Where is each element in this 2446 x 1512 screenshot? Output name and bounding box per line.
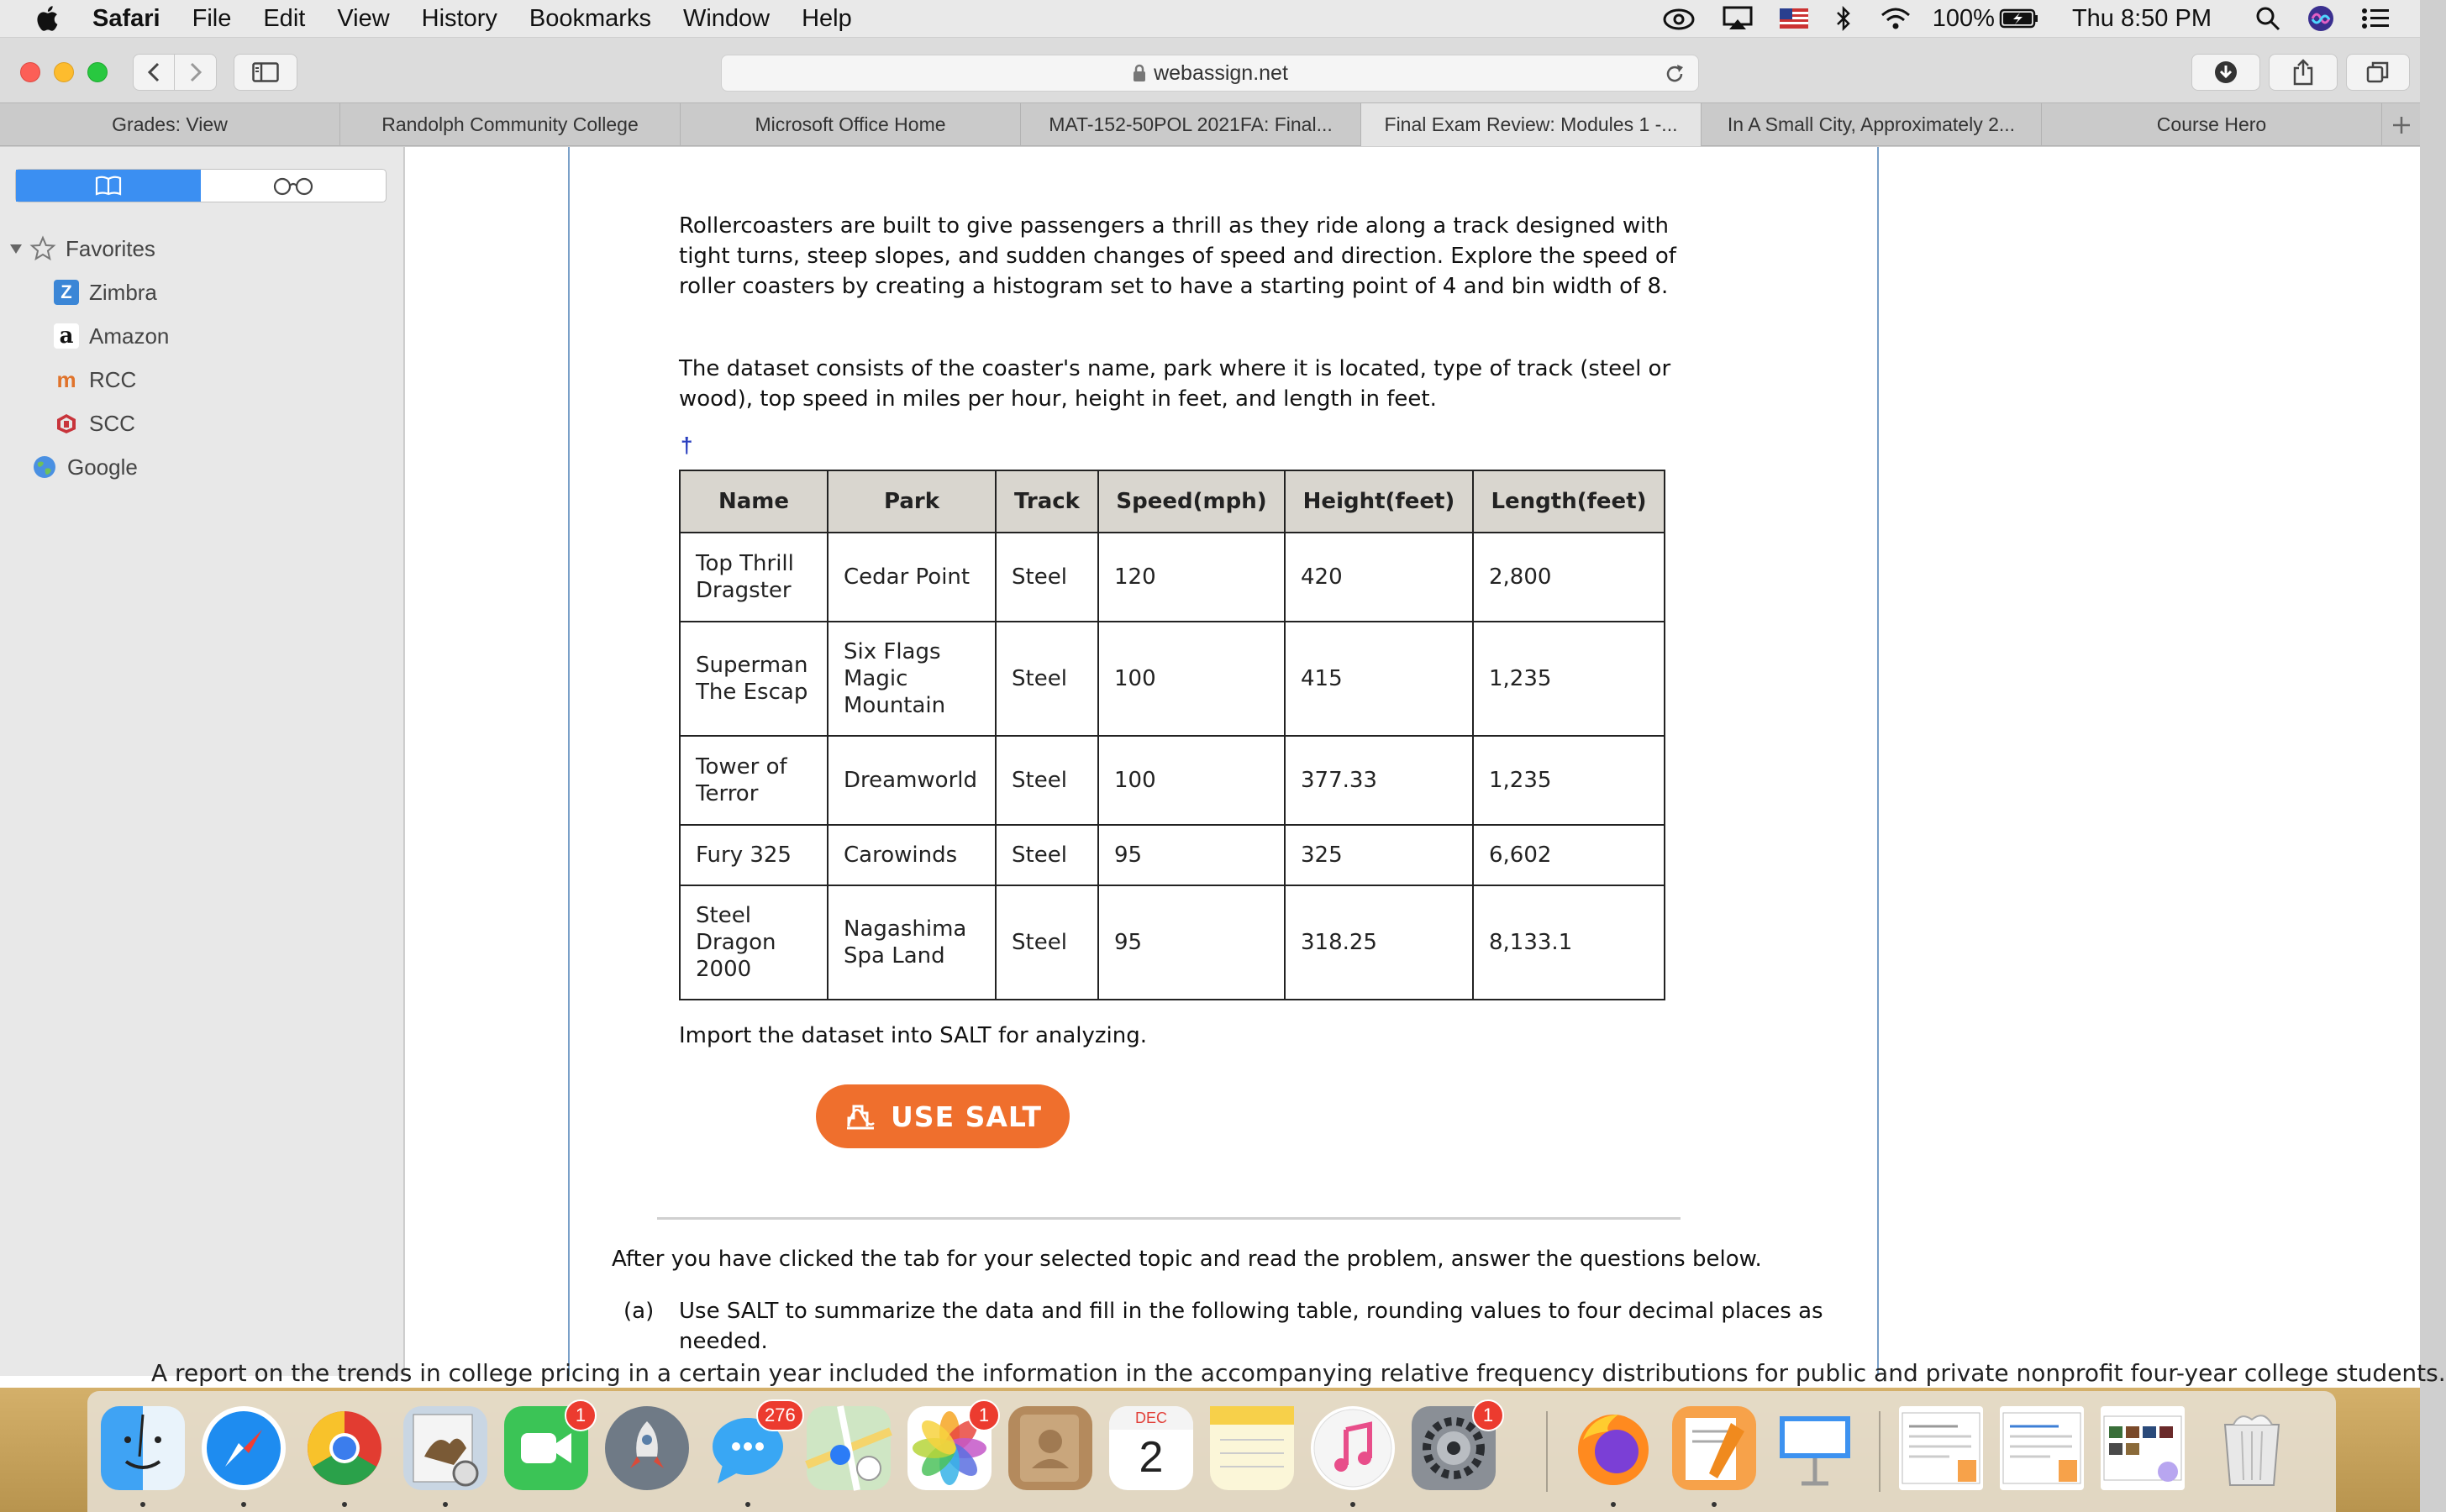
creative-cloud-icon[interactable] — [1662, 6, 1696, 31]
favorite-label: Zimbra — [89, 279, 157, 305]
cell-speed: 100 — [1098, 736, 1285, 825]
menu-clock[interactable]: Thu 8:50 PM — [2071, 4, 2212, 32]
cell-height: 318.25 — [1285, 885, 1473, 1000]
cell-track: Steel — [996, 885, 1098, 1000]
column-header-height: Height(feet) — [1285, 470, 1473, 533]
cell-park: Six Flags Magic Mountain — [828, 622, 996, 736]
tabs-icon — [2366, 60, 2390, 84]
favorite-amazon[interactable] — [54, 319, 169, 353]
favorite-label: Amazon — [89, 323, 170, 349]
photos-badge: 1 — [968, 1399, 1000, 1431]
cell-name: Tower of Terror — [680, 736, 828, 825]
forward-button[interactable] — [175, 55, 216, 90]
plus-icon — [2391, 115, 2412, 135]
tab-final-exam-review[interactable]: Final Exam Review: Modules 1 -... — [1361, 103, 1702, 146]
sidebar-icon — [252, 62, 279, 82]
column-header-track: Track — [996, 470, 1098, 533]
table-row — [680, 885, 1665, 1000]
cell-speed: 95 — [1098, 825, 1285, 885]
cell-length: 6,602 — [1473, 825, 1665, 885]
coaster-table — [679, 470, 1665, 1000]
table-row — [680, 825, 1665, 885]
globe-icon — [32, 454, 57, 480]
music-icon[interactable] — [1311, 1406, 1395, 1490]
calendar-icon[interactable] — [1109, 1406, 1193, 1490]
tab-small-city[interactable]: In A Small City, Approximately 2... — [1702, 103, 2042, 146]
tab-mat152[interactable]: MAT-152-50POL 2021FA: Final... — [1021, 103, 1361, 146]
menu-bar — [0, 0, 2420, 37]
favorites-section[interactable] — [8, 232, 155, 265]
apple-menu-icon[interactable] — [34, 3, 64, 34]
bluetooth-icon[interactable] — [1835, 6, 1852, 31]
table-row — [680, 622, 1665, 736]
reload-icon[interactable] — [1663, 62, 1686, 86]
cell-park: Carowinds — [828, 825, 996, 885]
dock-separator — [1546, 1411, 1548, 1492]
cell-park: Cedar Point — [828, 533, 996, 622]
running-indicator — [745, 1502, 750, 1507]
cell-track: Steel — [996, 825, 1098, 885]
back-forward-group — [133, 54, 217, 91]
tab-course-hero[interactable]: Course Hero — [2042, 103, 2382, 146]
favorite-google[interactable] — [32, 450, 138, 484]
url-text: webassign.net — [1154, 60, 1288, 85]
tab-randolph[interactable]: Randolph Community College — [340, 103, 681, 146]
cell-speed: 100 — [1098, 622, 1285, 736]
amazon-icon: a — [54, 323, 79, 349]
share-icon — [2292, 59, 2314, 86]
running-indicator — [241, 1502, 246, 1507]
cell-park: Nagashima Spa Land — [828, 885, 996, 1000]
salt-chart-icon — [844, 1101, 877, 1131]
cell-name: Top Thrill Dragster — [680, 533, 828, 622]
cell-height: 415 — [1285, 622, 1473, 736]
section-divider — [657, 1217, 1681, 1220]
address-bar[interactable] — [721, 55, 1699, 92]
intro-paragraph: Rollercoasters are built to give passengers a thrill as they ride along a track designed with tight turns, steep slopes, and sudden changes of speed and direction. Explore the speed of roller coasters by creating a histogram set to have a starting point of 4 and bin width of 8. — [679, 213, 1676, 299]
cell-track: Steel — [996, 533, 1098, 622]
web-content — [405, 147, 2420, 1376]
document-stack-1-icon[interactable] — [1899, 1406, 1983, 1490]
new-tab-button[interactable] — [2382, 103, 2420, 146]
preview-icon[interactable] — [403, 1406, 487, 1490]
sidebar-mode-switch — [15, 169, 387, 202]
battery-icon[interactable] — [2000, 8, 2038, 29]
scc-icon — [54, 411, 79, 436]
launchpad-icon[interactable] — [605, 1406, 689, 1490]
favorite-label: SCC — [89, 410, 135, 436]
pages-icon[interactable] — [1672, 1406, 1756, 1490]
zimbra-icon: Z — [54, 280, 79, 305]
reading-list-tab[interactable] — [201, 170, 386, 202]
siri-icon[interactable] — [2307, 5, 2334, 32]
cell-height: 420 — [1285, 533, 1473, 622]
column-header-length: Length(feet) — [1473, 470, 1665, 533]
chrome-icon[interactable] — [302, 1406, 387, 1490]
part-a-label: (a) — [623, 1299, 655, 1324]
running-indicator — [443, 1502, 448, 1507]
glasses-icon — [271, 176, 315, 196]
contacts-icon[interactable] — [1008, 1406, 1092, 1490]
column-header-name: Name — [680, 470, 828, 533]
document-stack-2-icon[interactable] — [2000, 1406, 2084, 1490]
tab-bar — [0, 102, 2420, 146]
use-salt-button[interactable] — [816, 1084, 1070, 1148]
rcc-icon: m — [56, 366, 76, 392]
running-indicator — [1712, 1502, 1717, 1507]
document-stack-3-icon[interactable] — [2101, 1406, 2185, 1490]
notification-center-icon[interactable] — [2361, 7, 2390, 30]
running-indicator — [342, 1502, 347, 1507]
facetime-badge: 1 — [565, 1399, 597, 1431]
us-flag-icon[interactable] — [1780, 8, 1808, 29]
cell-name: Steel Dragon 2000 — [680, 885, 828, 1000]
use-salt-label: USE SALT — [891, 1100, 1042, 1133]
cell-height: 377.33 — [1285, 736, 1473, 825]
spotlight-icon[interactable] — [2255, 6, 2280, 31]
battery-percent[interactable]: 100% — [1932, 4, 1995, 32]
downloads-button[interactable] — [2191, 54, 2260, 91]
import-instruction: Import the dataset into SALT for analyzing. — [679, 1023, 1148, 1048]
browser-toolbar — [0, 37, 2420, 102]
menu-bookmarks[interactable]: Bookmarks — [529, 4, 651, 32]
tab-office[interactable]: Microsoft Office Home — [681, 103, 1021, 146]
menu-history[interactable]: History — [421, 4, 497, 32]
table-row — [680, 533, 1665, 622]
page-border-left — [568, 147, 570, 1376]
dock — [87, 1391, 2336, 1512]
dagger-footnote-link[interactable]: † — [681, 433, 693, 458]
safari-icon[interactable] — [202, 1406, 286, 1490]
column-header-speed: Speed(mph) — [1098, 470, 1285, 533]
minimize-window-button[interactable] — [54, 62, 74, 82]
cell-park: Dreamworld — [828, 736, 996, 825]
lock-icon — [1132, 64, 1147, 82]
menu-edit[interactable]: Edit — [263, 4, 306, 32]
calendar-day: 2 — [1139, 1433, 1164, 1482]
firefox-icon[interactable] — [1571, 1406, 1655, 1490]
menu-window[interactable]: Window — [682, 4, 771, 32]
star-icon — [30, 236, 55, 261]
cell-length: 8,133.1 — [1473, 885, 1665, 1000]
page-border-right — [1877, 147, 1879, 1376]
favorite-scc[interactable] — [54, 407, 135, 440]
bookmarks-tab[interactable] — [16, 170, 201, 202]
messages-badge: 276 — [756, 1399, 804, 1431]
cell-length: 2,800 — [1473, 533, 1665, 622]
menu-app-name[interactable]: Safari — [92, 4, 160, 32]
favorite-rcc[interactable] — [54, 363, 136, 396]
cell-name: Fury 325 — [680, 825, 828, 885]
column-header-park: Park — [828, 470, 996, 533]
tab-overview-button[interactable] — [2346, 54, 2410, 91]
tab-grades[interactable]: Grades: View — [0, 103, 340, 146]
menu-view[interactable]: View — [337, 4, 390, 32]
background-window-text — [0, 1359, 2446, 1388]
cell-length: 1,235 — [1473, 736, 1665, 825]
cell-height: 325 — [1285, 825, 1473, 885]
cell-speed: 120 — [1098, 533, 1285, 622]
trash-icon[interactable] — [2210, 1406, 2294, 1490]
cell-track: Steel — [996, 736, 1098, 825]
dataset-description: The dataset consists of the coaster's name, park where it is located, type of track (steel or wood), top speed in miles per hour, height in feet, and length in feet. — [679, 356, 1671, 412]
favorite-zimbra[interactable] — [54, 276, 157, 309]
cell-track: Steel — [996, 622, 1098, 736]
part-a-question: Use SALT to summarize the data and fill in the following table, rounding values to four decimal places as needed. — [679, 1299, 1823, 1354]
wifi-icon[interactable] — [1879, 6, 1912, 31]
cell-speed: 95 — [1098, 885, 1285, 1000]
favorite-label: Google — [67, 454, 138, 480]
cell-length: 1,235 — [1473, 622, 1665, 736]
dock-separator — [1879, 1411, 1881, 1492]
table-header-row — [680, 470, 1665, 533]
favorites-label: Favorites — [66, 235, 155, 261]
table-row — [680, 736, 1665, 825]
disclosure-triangle-icon — [8, 241, 24, 256]
menu-help[interactable]: Help — [802, 4, 852, 32]
book-icon — [94, 176, 123, 196]
download-icon — [2213, 60, 2238, 85]
sidebar-toggle-button[interactable] — [234, 54, 297, 91]
after-instruction: After you have clicked the tab for your selected topic and read the problem, answer the questions below. — [612, 1247, 1762, 1272]
calendar-month: DEC — [1109, 1406, 1193, 1430]
running-indicator — [140, 1502, 145, 1507]
cell-name: Superman The Escap — [680, 622, 828, 736]
back-button[interactable] — [134, 55, 175, 90]
system-preferences-badge: 1 — [1472, 1399, 1504, 1431]
notes-icon[interactable] — [1210, 1406, 1294, 1490]
share-button[interactable] — [2269, 54, 2338, 91]
running-indicator — [1350, 1502, 1355, 1507]
menu-file[interactable]: File — [192, 4, 232, 32]
favorite-label: RCC — [89, 366, 137, 392]
close-window-button[interactable] — [20, 62, 40, 82]
keynote-icon[interactable] — [1773, 1406, 1857, 1490]
background-window-line: A report on the trends in college pricing in a certain year included the information in the accompanying relative frequency distributions for public and private nonprofit four-year college students. — [151, 1359, 2446, 1387]
running-indicator — [1611, 1502, 1616, 1507]
sidebar — [0, 147, 404, 1376]
airplay-icon[interactable] — [1723, 6, 1753, 31]
finder-icon[interactable] — [101, 1406, 185, 1490]
zoom-window-button[interactable] — [87, 62, 108, 82]
maps-icon[interactable] — [807, 1406, 891, 1490]
